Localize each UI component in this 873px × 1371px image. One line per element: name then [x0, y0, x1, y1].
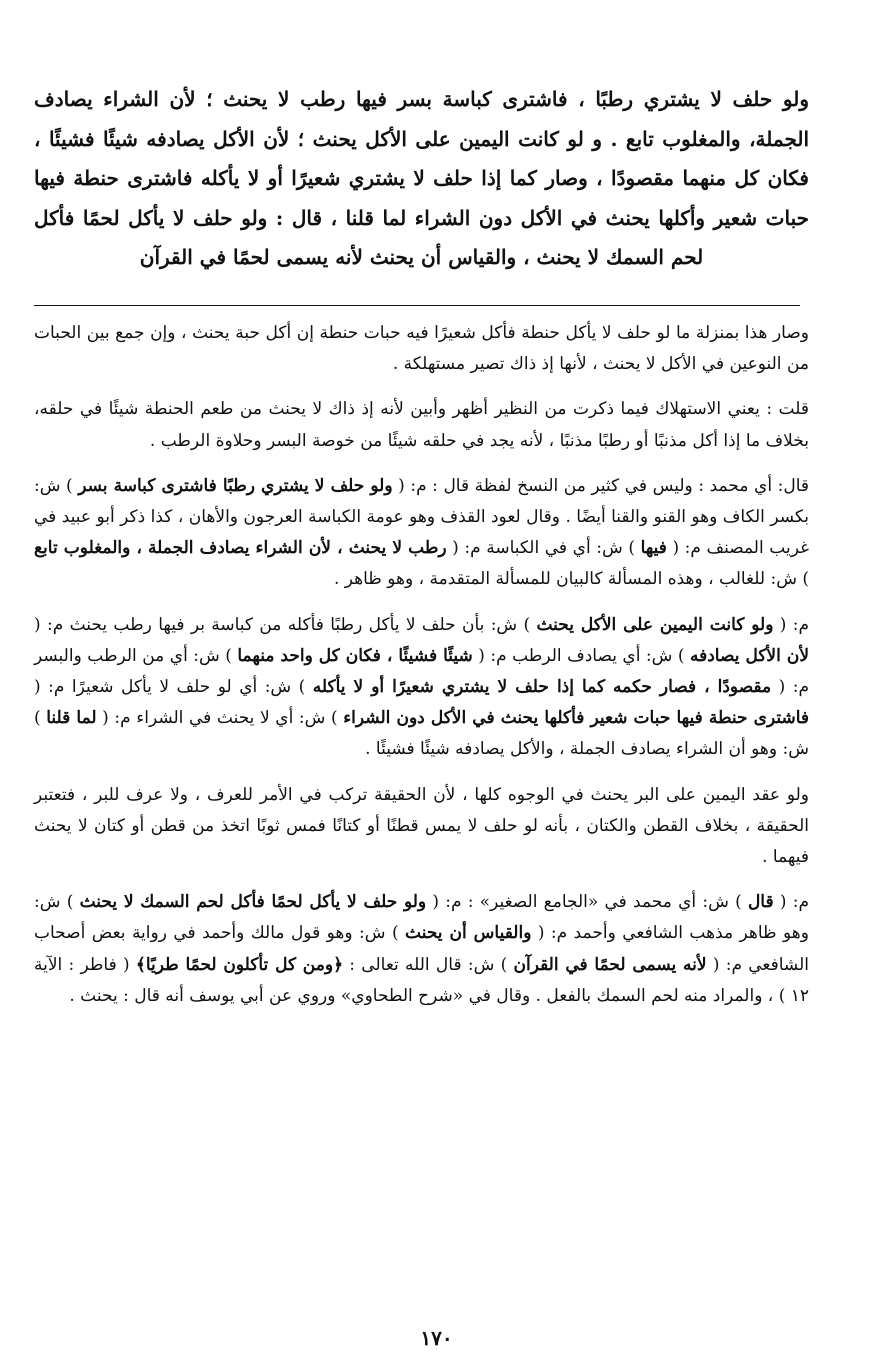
commentary-text: ) ش: أي لا يحنث في الشراء م: ( — [96, 708, 344, 729]
main-text-paragraph: ولو حلف لا يشتري رطبًا ، فاشترى كباسة بسر فيها رطب لا يحنث ؛ لأن الشراء يصادف الجملة، والمغلوب تابع . و لو كانت اليمين على الأكل يحنث ؛ لأن الأكل يصادفه شيئًا فشيئًا ، فكان كل منهما مقصودًا ، وصار كما إذا حلف لا يشتري شعيرًا أو لا يأكله فاشترى حنطة فيها حبات شعير وأكلها يحنث في الأكل دون الشراء لما قلنا ، قال : ولو حلف لا يأكل لحمًا فأكل لحم السمك لا يحنث ، والقياس أن يحنث لأنه يسمى لحمًا في القرآن — [34, 87, 809, 269]
commentary-text: ) ش: بكسر الكاف وهو القنو والقنا أيضًا . وقال لعود القذف وهو عومة الكباسة العرجون والأهان ، كذا ذكر أبو عبيد في غريب المصنف م: ( — [34, 475, 809, 559]
quran-verse: ﴿ومن كل تأكلون لحمًا طريًا﴾ — [135, 954, 344, 975]
quoted-matn: ولو حلف لا يشتري رطبًا فاشترى كباسة بسر — [78, 475, 393, 496]
quoted-matn: فاشترى حنطة فيها حبات شعير فأكلها يحنث في الأكل دون الشراء — [343, 708, 810, 729]
quoted-matn: لما قلنا — [46, 708, 97, 729]
quoted-matn: ولو كانت اليمين على الأكل يحنث — [536, 614, 774, 635]
quoted-matn: رطب لا يحنث ، لأن الشراء يصادف الجملة ، والمغلوب تابع — [34, 538, 447, 559]
commentary-text: ) ش: أي من الرطب والبسر م: ( — [34, 645, 809, 698]
commentary-text: م: ( — [773, 892, 809, 913]
quoted-matn: والقياس أن يحنث — [405, 923, 532, 944]
commentary-text: ) ش: وهو قول مالك وأحمد في رواية بعض أصحاب الشافعي م: ( — [34, 923, 809, 975]
commentary-text: قال: أي محمد : وليس في كثير من النسخ لفظة قال : م: ( — [392, 475, 809, 496]
commentary-paragraph-5 — [34, 780, 809, 874]
commentary-text: ) ش: بأن حلف لا يأكل رطبًا فأكله من كباسة بر فيها رطب يحنث م: ( — [34, 614, 537, 635]
commentary-paragraph-1 — [34, 318, 809, 380]
commentary-text: ) ش: وهو ظاهر مذهب الشافعي وأحمد م: ( — [34, 892, 809, 944]
commentary-paragraph-3 — [34, 471, 809, 596]
quoted-matn: فيها — [640, 538, 667, 559]
commentary-text: قلت : يعني الاستهلاك فيما ذكرت من النظير أظهر وأبين لأنه إذ ذاك لا يحنث من طعم الحنطة شيئًا في حلقه، بخلاف ما إذا أكل مذنبًا أو رطبًا مذنبًا ، لأنه يجد في حلقه شيئًا من خوصة البسر وحلاوة الرطب . — [34, 399, 809, 451]
commentary-text: ) ش: أي في الكباسة م: ( — [446, 538, 641, 559]
commentary-text: ) ش: أي يصادف الرطب م: ( — [472, 645, 690, 666]
commentary-text: ) ش: أي محمد في «الجامع الصغير» : م: ( — [426, 892, 748, 913]
commentary-paragraph-4 — [34, 610, 809, 766]
commentary-text: ) ش: أي لو حلف لا يأكل شعيرًا م: ( — [34, 677, 313, 698]
commentary-text: ) ش: وهو أن الشراء يصادف الجملة ، والأكل يصادفه شيئًا فشيئًا . — [34, 708, 809, 760]
quoted-matn: قال — [747, 892, 774, 913]
commentary-text: ( فاطر : الآية ١٢ ) ، والمراد منه لحم السمك بالفعل . وقال في «شرح الطحاوي» وروي عن أبي يوسف أنه قال : يحنث . — [34, 954, 809, 1006]
quoted-matn: مقصودًا ، فصار حكمه كما إذا حلف لا يشتري شعيرًا أو لا يأكله — [312, 677, 772, 698]
page-number: ١٧٠ — [420, 1326, 453, 1350]
quoted-matn: ولو حلف لا يأكل لحمًا فأكل لحم السمك لا يحنث — [79, 892, 427, 913]
commentary-block — [34, 318, 809, 1026]
quoted-matn: لأنه يسمى لحمًا في القرآن — [513, 954, 707, 975]
quoted-matn: لأن الأكل يصادفه — [690, 645, 810, 666]
commentary-text: ) ش: قال الله تعالى : — [343, 954, 514, 975]
commentary-paragraph-6 — [34, 887, 809, 1012]
quoted-matn: شيئًا فشيئًا ، فكان كل واحد منهما — [237, 645, 473, 666]
main-text-block — [34, 80, 809, 278]
commentary-text: م: ( — [773, 614, 809, 635]
commentary-text: وصار هذا بمنزلة ما لو حلف لا يأكل حنطة فأكل شعيرًا فيه حبات حنطة إن أكل حبة يحنث ، وإن جمع بين الحبات من النوعين في الأكل لا يحنث ، لأنها إذ ذاك تصير مستهلكة . — [34, 323, 809, 375]
footnote-divider — [34, 305, 800, 306]
commentary-text: ) ش: للغالب ، وهذه المسألة كالبيان للمسألة المتقدمة ، وهو ظاهر . — [333, 569, 809, 590]
commentary-paragraph-2 — [34, 394, 809, 456]
commentary-text: ولو عقد اليمين على البر يحنث في الوجوه كلها ، لأن الحقيقة تركب في الأمر للعرف ، ولا عرف للبر ، فتعتبر الحقيقة ، بخلاف القطن والكتان ، بأنه لو حلف لا يمس قطنًا أو كتانًا فمس ثوبًا اتخذ من قطن أو كتان لا يحنث فيهما . — [34, 784, 809, 868]
